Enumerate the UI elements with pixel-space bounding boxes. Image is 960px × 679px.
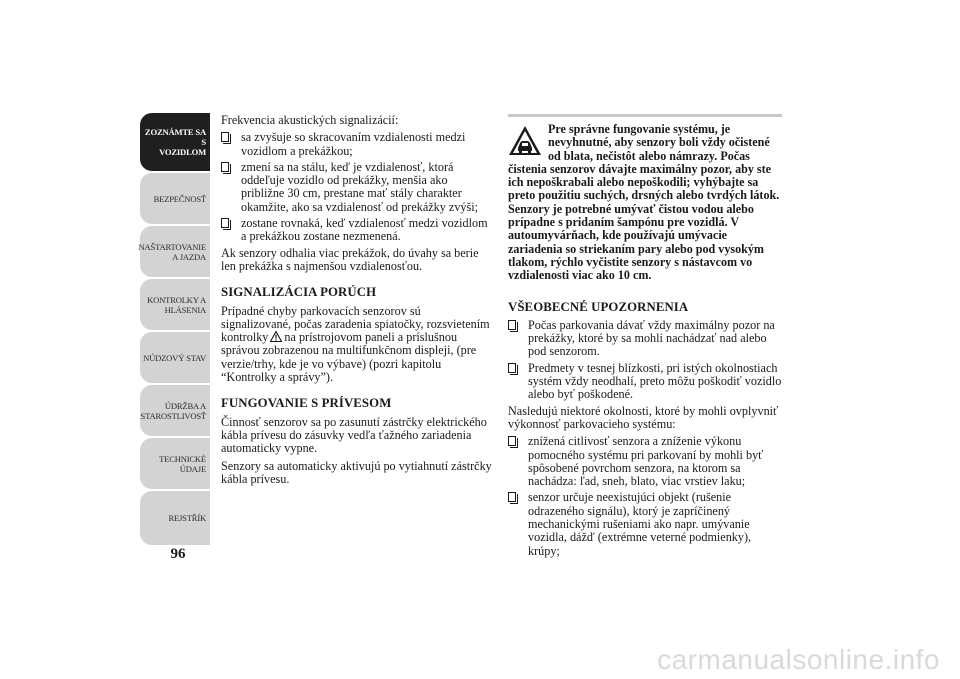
list-item-text: znížená citlivosť senzora a zníženie výkonu pomocného systému pri parkovaní by mohli byť spôsobené povrchom senzora, na ktorom sa nachádza: ľad, sneh, blato, viac vrstiev laku;: [528, 434, 764, 489]
tab-maintenance[interactable]: [140, 385, 210, 436]
tab-label: KONTROLKY A HLÁSENIA: [147, 294, 206, 315]
list-item: [508, 435, 782, 488]
general-warnings-heading: VŠEOBECNÉ UPOZORNENIA: [508, 299, 689, 314]
list-item-text: sa zvyšuje so skracovaním vzdialenosti medzi vozidlom a prekážkou;: [241, 130, 466, 158]
warning-box: [508, 114, 782, 283]
tab-starting-driving[interactable]: [140, 226, 210, 277]
checkbox-bullet-icon: [221, 132, 229, 142]
trailer-text-1: Činnosť senzorov sa po zasunutí zástrčky elektrického kábla prívesu do zásuvky vedľa ťažného zariadenia automaticky vypne.: [221, 414, 487, 456]
list-item: [508, 491, 782, 557]
list-item-text: zostane rovnaká, keď vzdialenosť medzi vozidlom a prekážkou zostane nezmenená.: [241, 216, 488, 244]
fault-text: [221, 305, 493, 385]
list-item: [508, 362, 782, 402]
circumstances-intro: Nasledujú niektoré okolnosti, ktoré by mohli ovplyvniť výkonnosť parkovacieho systému:: [508, 403, 779, 431]
right-column: [508, 114, 782, 561]
list-item-text: Počas parkovania dávať vždy maximálny pozor na prekážky, ktoré by sa mohli nachádzať nad alebo pod senzorom.: [528, 317, 775, 359]
list-item: [221, 131, 493, 158]
fault-text-end: na prístrojovom paneli a príslušnou správou zobrazenou na multifunkčnom displeji, (pre verzie/trhy, kde je vo výbave) (pozri kapitolu “Kontrolky a správy”).: [221, 330, 477, 385]
left-column: [221, 114, 493, 490]
watermark: carmanualsonline.info: [657, 644, 940, 675]
checkbox-bullet-icon: [508, 320, 516, 330]
tab-label: NÚDZOVÝ STAV: [143, 352, 206, 363]
warning-triangle-icon: [270, 331, 282, 342]
tab-label: ZOZNÁMTE SA S VOZIDLOM: [144, 127, 206, 157]
checkbox-bullet-icon: [221, 162, 229, 172]
warning-text: Pre správne fungovanie systému, je nevyhnutné, aby senzory boli vždy očistené od blata, nečistôt alebo námrazy. Počas čistenia senzorov dávajte maximálny pozor, aby ste ich nepoškrabali alebo nepoškodili; vyhýbajte sa preto použitiu suchých, drsných alebo tvrdých látok. Senzory je potrebné umývať čistou vodou alebo prípadne s pridaním šampónu pre vozidlá. V autoumyvárňach, kde používajú umývacie zariadenia so striekaním pary alebo pod vysokým tlakom, rýchlo vyčistite senzory s nástavcom vo vzdialenosti viac ako 10 cm.: [508, 122, 780, 283]
tab-warning-lights[interactable]: [140, 279, 210, 330]
list-item: [508, 319, 782, 359]
trailer-heading: FUNGOVANIE S PRÍVESOM: [221, 396, 392, 411]
list-item: [221, 161, 493, 214]
trailer-text-2: Senzory sa automaticky aktivujú po vytiahnutí zástrčky kábla prívesu.: [221, 458, 492, 486]
tab-safety[interactable]: [140, 173, 210, 224]
checkbox-bullet-icon: [508, 436, 516, 446]
tab-index[interactable]: [140, 491, 210, 545]
list-item-text: senzor určuje neexistujúci objekt (rušenie odrazeného signálu), ktorý je zapríčinený mechanickými rušeniami ako napr. umývanie vozidla, dážď (extrémne veterné podmienky), krúpy;: [528, 490, 752, 558]
checkbox-bullet-icon: [508, 492, 516, 502]
list-item-text: Predmety v tesnej blízkosti, pri istých okolnostiach systém vždy neodhalí, preto môžu poškodiť vozidlo alebo byť poškodené.: [528, 360, 782, 402]
tab-technical-data[interactable]: [140, 438, 210, 489]
checkbox-bullet-icon: [508, 363, 516, 373]
list-item-text: zmení sa na stálu, keď je vzdialenosť, ktorá oddeľuje vozidlo od prekážky, menšia ako približne 30 cm, prestane mať stály charakter okamžite, ako sa vzdialenosť od prekážky zvýši;: [241, 159, 479, 214]
list-item: [221, 217, 493, 244]
fault-heading: SIGNALIZÁCIA PORÚCH: [221, 285, 377, 300]
tab-label: ÚDRŽBA A STAROSTLIVOSŤ: [140, 400, 206, 421]
tab-label: REJSTŘÍK: [168, 513, 206, 523]
fault-text-start: Prípadné chyby parkovacích senzorov sú signalizované, počas zaradenia spiatočky, rozsvietením kontrolky: [221, 303, 490, 345]
car-warning-icon: [508, 124, 542, 158]
tab-label: TECHNICKÉ ÚDAJE: [159, 453, 206, 474]
tab-get-to-know-vehicle[interactable]: [140, 113, 210, 171]
tab-emergency[interactable]: [140, 332, 210, 383]
checkbox-bullet-icon: [221, 218, 229, 228]
frequency-intro: Frekvencia akustických signalizácií:: [221, 113, 399, 127]
tab-label: BEZPEČNOSŤ: [153, 193, 206, 204]
tab-label: NAŠTARTOVANIE A JAZDA: [138, 241, 206, 262]
page-number: 96: [170, 546, 186, 562]
multiple-obstacles-note: Ak senzory odhalia viac prekážok, do úvahy sa berie len prekážka s najmenšou vzdialenosťou.: [221, 245, 479, 273]
